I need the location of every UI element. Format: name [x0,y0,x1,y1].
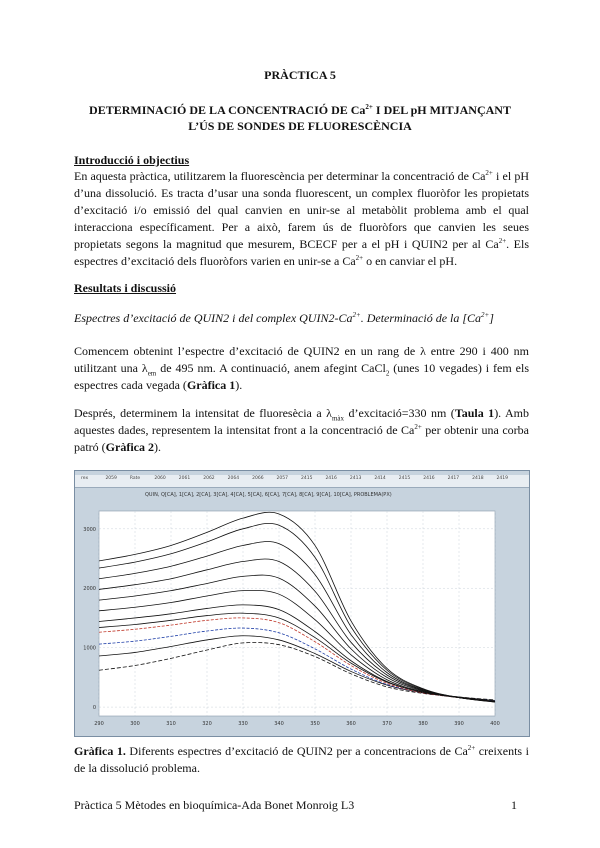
spectra-chart [75,471,529,736]
results-paragraph-2: Després, determinem la intensitat de fluoresècia a $\lambda_{màx}$ d’excitació=330 nm (Taula 1). Amb aquestes dades, representem la intensitat front a la concentració de $Ca^{2+}$ per obtenir una corba patró (Gràfica 2). [74,406,529,454]
footer-text: Pràctica 5 Mètodes en bioquímica-Ada Bonet Monroig L3 [74,798,355,812]
x-tick-label: 300 [130,721,140,727]
figure-tab[interactable]: 2416 [325,476,337,481]
figure-tab[interactable]: 2057 [276,476,288,481]
figure-tab[interactable]: 2417 [447,476,460,481]
results-subheading: Espectres d’excitació de QUIN2 i del complex $QUIN2-Ca^{2+}$. Determinació de la $[Ca^{2+}]$ [74,311,494,325]
figure-tab[interactable]: 2415 [301,476,313,481]
figure-tab[interactable]: 2413 [349,476,362,481]
x-tick-label: 310 [166,721,176,727]
figure-caption: Gràfica 1. Diferents espectres d’excitació de QUIN2 per a concentracions de $Ca^{2+}$ creixents i de la dissolució problema. [74,744,529,775]
figure-tab[interactable]: 2062 [203,476,215,481]
practice-title: PRÀCTICA 5 [264,68,336,82]
x-tick-label: 350 [310,721,320,727]
y-tick-label: 3000 [83,526,96,533]
x-tick-label: 330 [238,721,248,727]
figure-tab[interactable]: 2061 [178,476,191,481]
figure-tab[interactable]: rex [81,476,89,481]
page-number: 1 [511,798,517,812]
figure-tab[interactable]: 2415 [398,476,411,481]
results-heading: Resultats i discussió [74,281,177,295]
plot-area [99,511,495,716]
results-paragraph-1: Comencem obtenint l’espectre d’excitació de QUIN2 en un rang de λ entre 290 i 400 nm utilitzant una $\lambda_{em}$ de 495 nm. A continuació, anem afegint CaCl$_2$ (unes 10 vegades) i fem els espectres cada vegada (Gràfica 1). [74,344,529,392]
y-tick-label: 2000 [83,586,96,593]
figure-tab[interactable]: 2416 [423,476,435,481]
x-tick-label: 400 [490,721,500,727]
x-tick-label: 340 [274,721,284,727]
figure-tab[interactable]: 2419 [496,476,508,481]
document-subtitle-line1: DETERMINACIÓ DE LA CONCENTRACIÓ DE $Ca^{2+}$ I DEL pH MITJANÇANT [89,103,511,117]
document-subtitle-line2: L’ÚS DE SONDES DE FLUORESCÈNCIA [188,119,412,133]
y-tick-label: 1000 [83,645,96,652]
figure-legend: QUIN, Q[CA], 1[CA], 2[CA], 3[CA], 4[CA], 5[CA], 6[CA], 7[CA], 8[CA], 9[CA], 10[CA], PROBLEMA(PX) [145,492,392,498]
figure-tab[interactable]: 2059 [105,476,117,481]
y-tick-label: 0 [92,705,96,712]
intro-heading: Introducció i objectius [74,153,190,167]
x-tick-label: 290 [94,721,104,727]
x-tick-label: 390 [454,721,464,727]
x-tick-label: 380 [418,721,428,727]
x-tick-label: 320 [202,721,212,727]
figure-tab[interactable]: 2418 [472,476,484,481]
figure-tab[interactable]: 2414 [374,476,386,481]
figure-tab[interactable]: 2064 [227,476,240,481]
figure-tab[interactable]: 2066 [252,476,264,481]
intro-paragraph: En aquesta pràctica, utilitzarem la fluorescència per determinar la concentració de $Ca^{2+}$ i el pH d’una dissolució. Es tracta d’usar una sonda fluorescent, un complex fluoròfor les propietats d’excitació i/o emissió del qual canvien en unir-se al metabòlit problema amb el qual interacciona específicament. Per a això, farem ús de fluoròfors que canvien les seues propietats segons la magnitud que mesurem, BCECF per a el pH i QUIN2 per al $Ca^{2+}$. Els espectres d’excitació dels fluoròfors varien en unir-se a $Ca^{2+}$ o en canviar el pH. [74,169,529,268]
figure-tab[interactable]: 2060 [154,476,166,481]
spectra-figure [74,470,530,737]
x-tick-label: 370 [382,721,392,727]
x-tick-label: 360 [346,721,356,727]
figure-tab[interactable]: Rate [129,476,141,481]
